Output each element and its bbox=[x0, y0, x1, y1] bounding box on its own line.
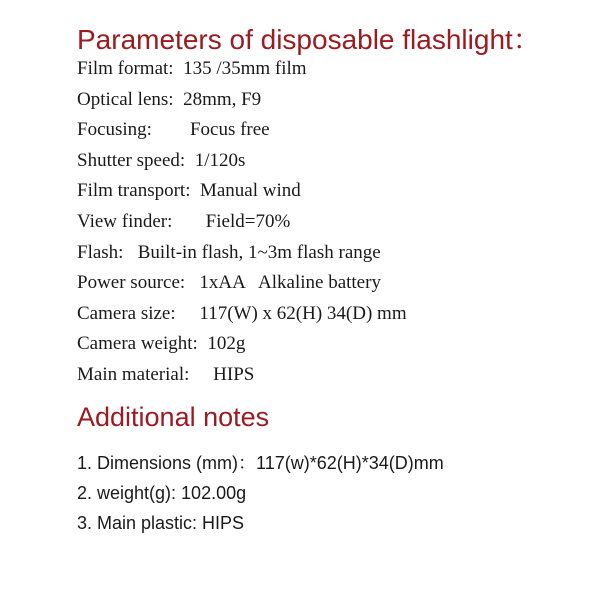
parameter-value: 117(W) x 62(H) 34(D) mm bbox=[199, 302, 407, 324]
additional-notes-heading: Additional notes bbox=[77, 402, 270, 432]
parameter-separator bbox=[174, 58, 184, 79]
additional-notes-list bbox=[77, 448, 444, 538]
parameter-label: Shutter speed: bbox=[77, 149, 186, 171]
parameter-label: Camera size: bbox=[77, 302, 176, 324]
parameter-value: 1/120s bbox=[194, 149, 246, 171]
parameter-value: 135 /35mm film bbox=[183, 58, 307, 79]
parameter-value: 28mm, F9 bbox=[183, 88, 262, 110]
parameter-row-focusing bbox=[77, 115, 407, 146]
parameter-row-flash bbox=[77, 238, 407, 269]
parameter-row-power-source bbox=[77, 268, 407, 299]
parameter-label: Film format: bbox=[77, 58, 174, 79]
parameter-row-camera-size bbox=[77, 299, 407, 330]
parameter-row-optical-lens bbox=[77, 85, 407, 116]
parameters-list bbox=[77, 54, 407, 391]
parameter-separator bbox=[152, 119, 190, 140]
parameter-label: Flash: bbox=[77, 241, 124, 263]
parameter-separator bbox=[190, 180, 200, 201]
parameter-row-camera-weight bbox=[77, 329, 407, 360]
parameter-label: Focusing: bbox=[77, 119, 152, 141]
parameter-value: 1xAA Alkaline battery bbox=[199, 272, 381, 294]
parameter-label: Power source: bbox=[77, 272, 186, 294]
parameter-label: Main material: bbox=[77, 363, 190, 385]
parameter-value: Focus free bbox=[189, 119, 270, 141]
parameter-separator bbox=[189, 364, 213, 385]
parameter-label: Film transport: bbox=[77, 180, 191, 202]
parameters-heading: Parameters of disposable flashlight： bbox=[77, 24, 541, 55]
parameter-value: HIPS bbox=[213, 363, 255, 385]
note-item-dimensions: 1. Dimensions (mm)：117(w)*62(H)*34(D)mm bbox=[77, 453, 444, 473]
parameter-separator bbox=[198, 333, 208, 354]
parameter-row-main-material bbox=[77, 360, 407, 391]
parameter-value: Field=70% bbox=[205, 210, 291, 232]
parameter-row-film-format bbox=[77, 54, 407, 85]
parameter-value: Built-in flash, 1~3m flash range bbox=[137, 241, 381, 263]
parameter-value: Manual wind bbox=[199, 180, 301, 202]
parameter-separator bbox=[185, 272, 199, 293]
parameter-separator bbox=[176, 303, 200, 324]
note-item-main-plastic: 3. Main plastic: HIPS bbox=[77, 513, 245, 533]
parameter-separator bbox=[174, 89, 184, 110]
parameter-separator bbox=[123, 242, 137, 263]
parameter-label: Optical lens: bbox=[77, 88, 174, 110]
parameter-label: Camera weight: bbox=[77, 333, 198, 355]
parameter-separator bbox=[185, 150, 195, 171]
parameter-row-view-finder bbox=[77, 207, 407, 238]
parameter-row-shutter-speed bbox=[77, 146, 407, 177]
parameter-row-film-transport bbox=[77, 176, 407, 207]
parameter-value: 102g bbox=[207, 333, 246, 355]
parameter-label: View finder: bbox=[77, 210, 173, 232]
note-item-weight: 2. weight(g): 102.00g bbox=[77, 483, 247, 503]
parameter-separator bbox=[172, 211, 205, 232]
